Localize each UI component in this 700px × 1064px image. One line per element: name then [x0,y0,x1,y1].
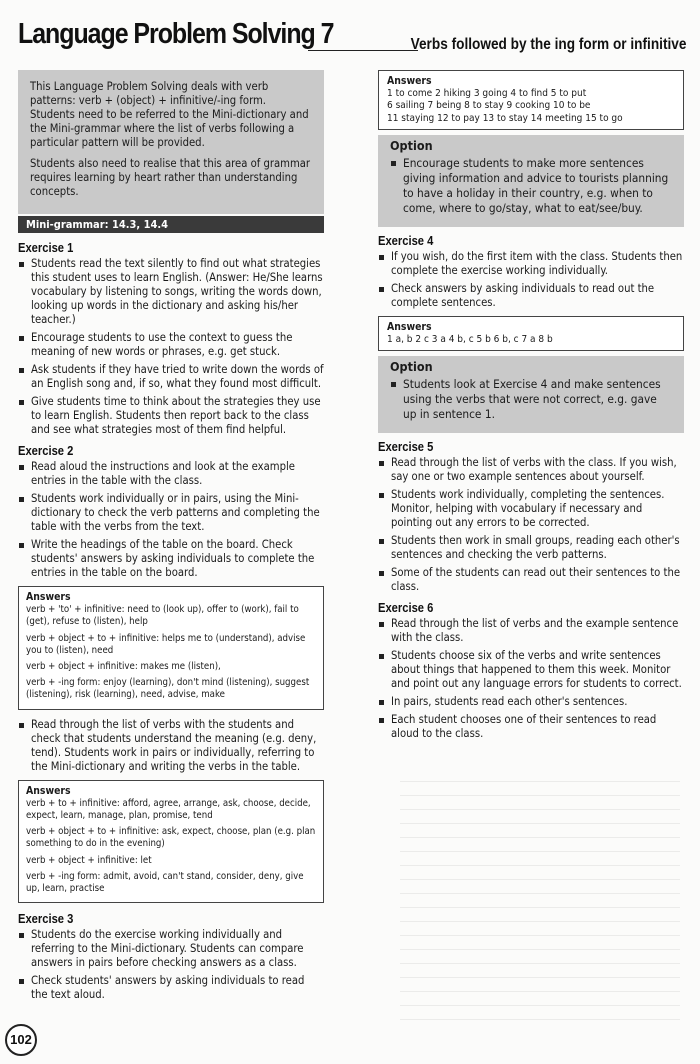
exercise-2-answers-box-2 [18,780,324,904]
exercise-4-answers-box [378,316,684,351]
exercise-2-list [18,460,324,580]
option-text: Encourage students to make more sentences giving information and advice to tourists planning to have a holiday in their country, e.g. when to come, where to go/stay, what to eat/see/buy. [390,156,672,216]
list-item: In pairs, students read each other's sentences. [378,695,684,709]
option-title: Option [390,138,433,153]
intro-paragraph-1: This Language Problem Solving deals with verb patterns: verb + (object) + infinitive/-ing form. Students need to be referred to the Mini-dictionary and the Mini-grammar where the list of verbs following a particular pattern will be provided. [30,80,309,149]
answer-line: verb + -ing form: enjoy (learning), don't mind (listening), suggest (listening), risk (learning), need, advise, make [26,677,310,701]
page-title: Language Problem Solving 7 [18,18,334,50]
list-item: Encourage students to use the context to guess the meaning of new words or phrases, e.g. get stuck. [18,331,324,359]
answer-line: 1 to come 2 hiking 3 going 4 to find 5 to put [387,87,587,99]
list-item: Each student chooses one of their sentences to read aloud to the class. [378,713,684,741]
answer-line: verb + object + infinitive: let [26,854,152,866]
exercise-2-list-continued [18,718,324,774]
left-column [18,70,324,1006]
answer-line: 1 a, b 2 c 3 a 4 b, c 5 b 6 b, c 7 a 8 b [387,333,553,345]
option-box-1 [378,135,684,227]
right-column [378,70,684,745]
answer-line: verb + 'to' + infinitive: need to (look up), offer to (work), fail to (get), refuse to (listen), help [26,604,299,628]
option-text: Students look at Exercise 4 and make sentences using the verbs that were not correct, e.g. gave up in sentence 1. [390,377,672,422]
list-item: Students then work in small groups, reading each other's sentences and checking the verb patterns. [378,534,684,562]
list-item: Students work individually, completing the sentences. Monitor, helping with vocabulary if necessary and pointing out any errors to be corrected. [378,488,684,530]
exercise-3-list [18,928,324,1002]
list-item: Check answers by asking individuals to read out the complete sentences. [378,282,684,310]
answer-line: verb + object + to + infinitive: ask, expect, choose, plan (e.g. plan something to do in the evening) [26,826,316,850]
list-item: Read through the list of verbs and the example sentence with the class. [378,617,684,645]
answer-line: verb + object + to + infinitive: helps me to (understand), advise you to (listen), need [26,632,306,656]
exercise-4-list [378,250,684,310]
answer-line: 6 sailing 7 being 8 to stay 9 cooking 10 to be [387,100,591,111]
page-header [18,16,686,62]
answers-title: Answers [26,784,71,797]
answer-line: verb + to + infinitive: afford, agree, arrange, ask, choose, decide, expect, learn, manage, plan, promise, tend [26,797,311,822]
exercise-6-list [378,617,684,741]
list-item: Give students time to think about the strategies they use to learn English. Students then report back to the class and see what strategies most of them find helpful. [18,395,324,437]
list-item: Read through the list of verbs with the class. If you wish, say one or two example sentences about yourself. [378,456,684,484]
bleed-through-texture [400,770,680,1020]
exercise-1-heading: Exercise 1 [18,240,74,255]
exercise-5-list [378,456,684,594]
exercise-2-answers-box [18,586,324,710]
exercise-3-answers-box [378,70,684,130]
list-item: Write the headings of the table on the board. Check students' answers by asking individuals to complete the entries in the table on the board. [18,538,324,580]
exercise-5-heading: Exercise 5 [378,439,434,454]
answer-line: 11 staying 12 to pay 13 to stay 14 meeting 15 to go [387,112,623,124]
answers-title: Answers [387,75,432,87]
list-item: Check students' answers by asking individuals to read the text aloud. [18,974,324,1002]
header-rule [308,50,418,51]
page-subtitle: Verbs followed by the ing form or infinitive [410,36,686,53]
page-number: 102 [5,1024,37,1056]
list-item: Students choose six of the verbs and write sentences about things that happened to them this week. Monitor and point out any language errors for students to correct. [378,649,684,691]
list-item: Read through the list of verbs with the students and check that students understand the meaning (e.g. deny, tend). Students work in pairs or individually, referring to the Mini-dictionary and writing the verbs in the table. [18,718,324,774]
exercise-1-list [18,257,324,437]
list-item: If you wish, do the first item with the class. Students then complete the exercise working individually. [378,250,684,278]
list-item: Students read the text silently to find out what strategies this student uses to learn English. (Answer: He/She learns vocabulary by listening to songs, writing the words down, looking up words in the dictionary and asking his/her teacher.) [18,257,324,327]
list-item: Ask students if they have tried to write down the words of an English song and, if so, what they found most difficult. [18,363,324,391]
exercise-3-heading: Exercise 3 [18,911,74,927]
answer-line: verb + object + infinitive: makes me (listen), [26,661,221,673]
exercise-6-heading: Exercise 6 [378,600,434,615]
intro-paragraph-2: Students also need to realise that this area of grammar requires learning by heart rather than understanding concepts. [30,157,311,198]
answers-title: Answers [387,321,432,333]
list-item: Read aloud the instructions and look at the example entries in the table with the class. [18,460,324,488]
exercise-4-heading: Exercise 4 [378,233,434,248]
list-item: Some of the students can read out their sentences to the class. [378,566,684,594]
minigrammar-bar: Mini-grammar: 14.3, 14.4 [18,216,324,233]
option-title: Option [390,359,433,374]
answers-title: Answers [26,591,71,603]
answer-line: verb + -ing form: admit, avoid, can't stand, consider, deny, give up, learn, practise [26,870,304,895]
exercise-2-heading: Exercise 2 [18,443,74,458]
option-box-2 [378,356,684,433]
list-item: Students work individually or in pairs, using the Mini-dictionary to check the verb patterns and completing the table with the verbs from the text. [18,492,324,534]
list-item: Students do the exercise working individually and referring to the Mini-dictionary. Students can compare answers in pairs before checking answers as a class. [18,928,324,970]
intro-box [18,70,324,214]
